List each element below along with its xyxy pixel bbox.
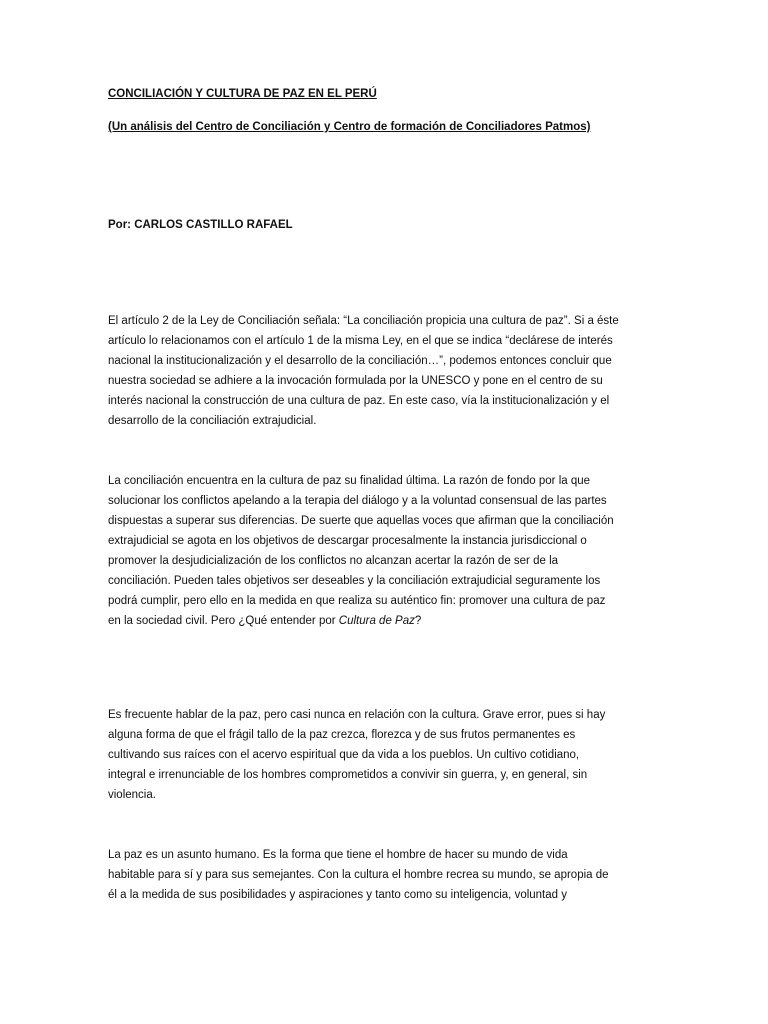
paragraph-4 [108,845,668,905]
paragraph-line: La conciliación encuentra en la cultura de paz su finalidad última. La razón de fondo por la que [108,475,591,487]
paragraph-1 [108,311,668,431]
paragraph-3 [108,705,668,805]
last-line-suffix: ? [414,615,422,627]
paragraph-2 [108,471,668,631]
paragraph-line: solucionar los conflictos apelando a la terapia del diálogo y a la voluntad consensual de las partes [108,495,607,507]
paragraph-line: cultivando sus raíces con el acervo espiritual que da vida a los pueblos. Un cultivo cotidiano, [108,749,580,761]
paragraph-line: La paz es un asunto humano. Es la forma que tiene el hombre de hacer su mundo de vida [108,849,568,861]
paragraph-last-line [108,611,668,631]
paragraph-line: artículo lo relacionamos con el artículo 1 de la misma Ley, en el que se indica “declárese de interés [108,335,613,347]
paragraph-line: nacional la institucionalización y el desarrollo de la conciliación…”, podemos entonces concluir que [108,355,612,367]
paragraph-line: integral e irrenunciable de los hombres comprometidos a convivir sin guerra, y, en general, sin [108,769,588,781]
paragraph-line: interés nacional la construcción de una cultura de paz. En este caso, vía la institucionalización y el [108,395,610,407]
document-author: Por: CARLOS CASTILLO RAFAEL [108,219,293,231]
paragraph-line: violencia. [108,789,156,801]
paragraph-line: habitable para sí y para sus semejantes. Con la cultura el hombre recrea su mundo, se apropia de [108,869,609,881]
last-line-prefix: en la sociedad civil. Pero ¿Qué entender por [108,615,339,627]
paragraph-line: nuestra sociedad se adhiere a la invocación formulada por la UNESCO y pone en el centro de su [108,375,603,387]
document-title: CONCILIACIÓN Y CULTURA DE PAZ EN EL PERÚ [108,88,377,100]
document-subtitle: (Un análisis del Centro de Conciliación y Centro de formación de Conciliadores Patmos) [108,121,591,133]
paragraph-line: conciliación. Pueden tales objetivos ser deseables y la conciliación extrajudicial seguramente los [108,575,601,587]
paragraph-line: Es frecuente hablar de la paz, pero casi nunca en relación con la cultura. Grave error, pues si hay [108,709,606,721]
paragraph-line: él a la medida de sus posibilidades y aspiraciones y tanto como su inteligencia, voluntad y [108,889,567,901]
paragraph-line: dispuestas a superar sus diferencias. De suerte que aquellas voces que afirman que la conciliación [108,515,614,527]
paragraph-line: El artículo 2 de la Ley de Conciliación señala: “La conciliación propicia una cultura de paz”. Si a éste [108,315,619,327]
italic-term: Cultura de Paz [338,615,415,627]
paragraph-line: extrajudicial se agota en los objetivos de descargar procesalmente la instancia jurisdiccional o [108,535,587,547]
paragraph-line: alguna forma de que el frágil tallo de la paz crezca, florezca y de sus frutos permanentes es [108,729,576,741]
paragraph-line: podrá cumplir, pero ello en la medida en que realiza su auténtico fin: promover una cultura de paz [108,595,606,607]
paragraph-line: promover la desjudicialización de los conflictos no alcanzan acertar la razón de ser de la [108,555,559,567]
paragraph-line: desarrollo de la conciliación extrajudicial. [108,415,317,427]
